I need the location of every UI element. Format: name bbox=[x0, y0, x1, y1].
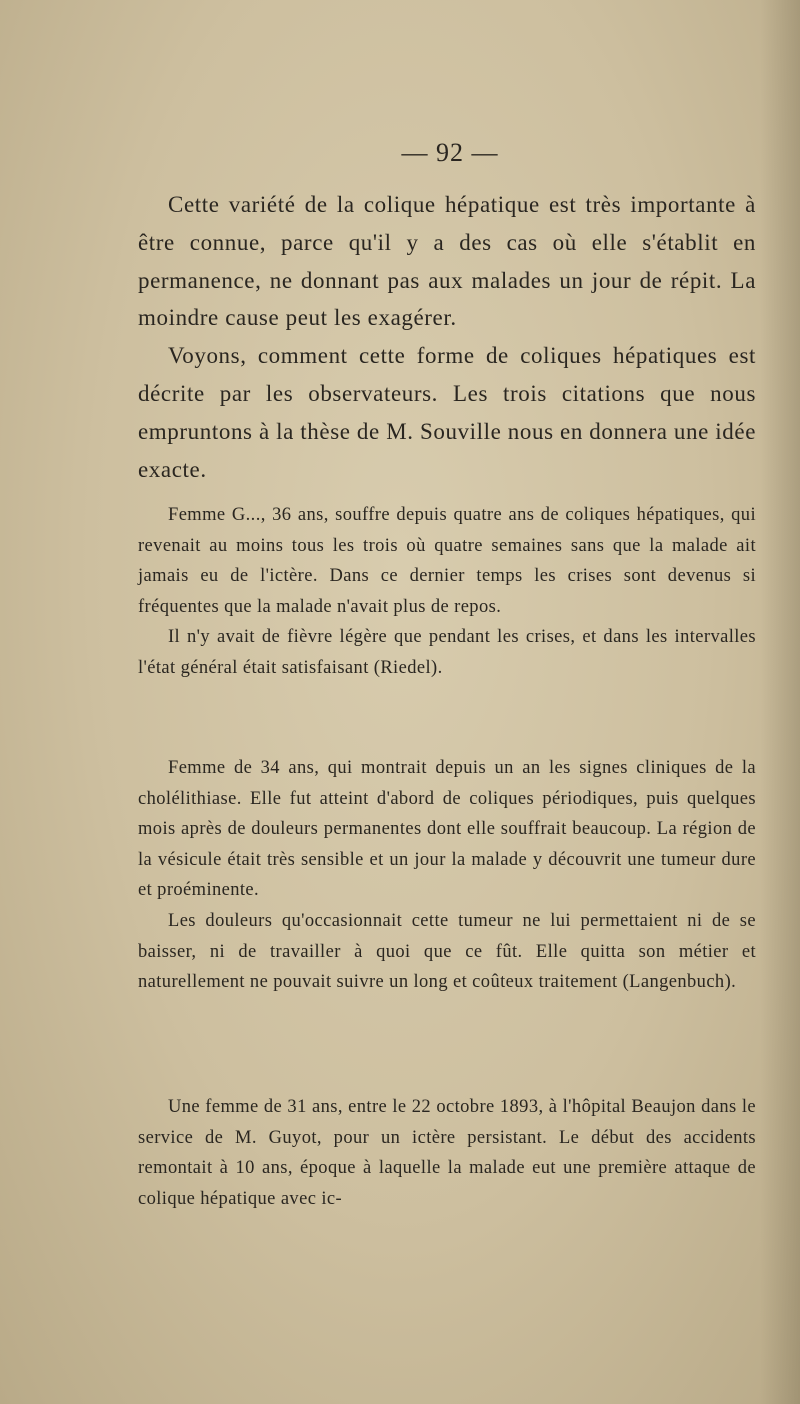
case-observation-2 bbox=[138, 753, 756, 998]
case-2-paragraph-2: Les douleurs qu'occasionnait cette tumeur ne lui permettaient ni de se baisser, ni de travailler à quoi que ce fût. Elle quitta son métier et naturellement ne pouvait suivre un long et coûteux traitement (Langenbuch). bbox=[138, 910, 756, 993]
case-3-paragraph-1: Une femme de 31 ans, entre le 22 octobre 1893, à l'hôpital Beaujon dans le service de M. Guyot, pour un ictère persistant. Le début des accidents remontait à 10 ans, époque à laquelle la malade eut une première attaque de colique hépatique avec ic- bbox=[138, 1097, 756, 1209]
page-edge-shadow bbox=[760, 0, 800, 1404]
intro-paragraph-2: Voyons, comment cette forme de coliques hépatiques est décrite par les observateurs. Les trois citations que nous empruntons à la thèse de M. Souville nous en donnera une idée exacte. bbox=[138, 343, 756, 482]
case-1-paragraph-1: Femme G..., 36 ans, souffre depuis quatre ans de coliques hépatiques, qui revenait au moins tous les trois où quatre semaines sans que la malade ait jamais eu de l'ictère. Dans ce dernier temps les crises sont devenus si fréquentes que la malade n'avait plus de repos. bbox=[138, 505, 756, 617]
case-1-paragraph-2: Il n'y avait de fièvre légère que pendant les crises, et dans les intervalles l'état général était satisfaisant (Riedel). bbox=[138, 627, 756, 678]
case-observation-1 bbox=[138, 500, 756, 684]
intro-text bbox=[138, 186, 756, 488]
case-observation-3 bbox=[138, 1092, 756, 1214]
intro-paragraph-1: Cette variété de la colique hépatique est très importante à être connue, parce qu'il y a des cas où elle s'établit en permanence, ne donnant pas aux malades un jour de répit. La moindre cause peut les exagérer. bbox=[138, 192, 756, 331]
case-2-paragraph-1: Femme de 34 ans, qui montrait depuis un an les signes cliniques de la cholélithiase. Elle fut atteint d'abord de coliques périodiques, puis quelques mois après de douleurs permanentes dont elle souffrait beaucoup. La région de la vésicule était très sensible et un jour la malade y découvrit une tumeur dure et proéminente. bbox=[138, 758, 756, 901]
page-number: — 92 — bbox=[401, 138, 499, 167]
